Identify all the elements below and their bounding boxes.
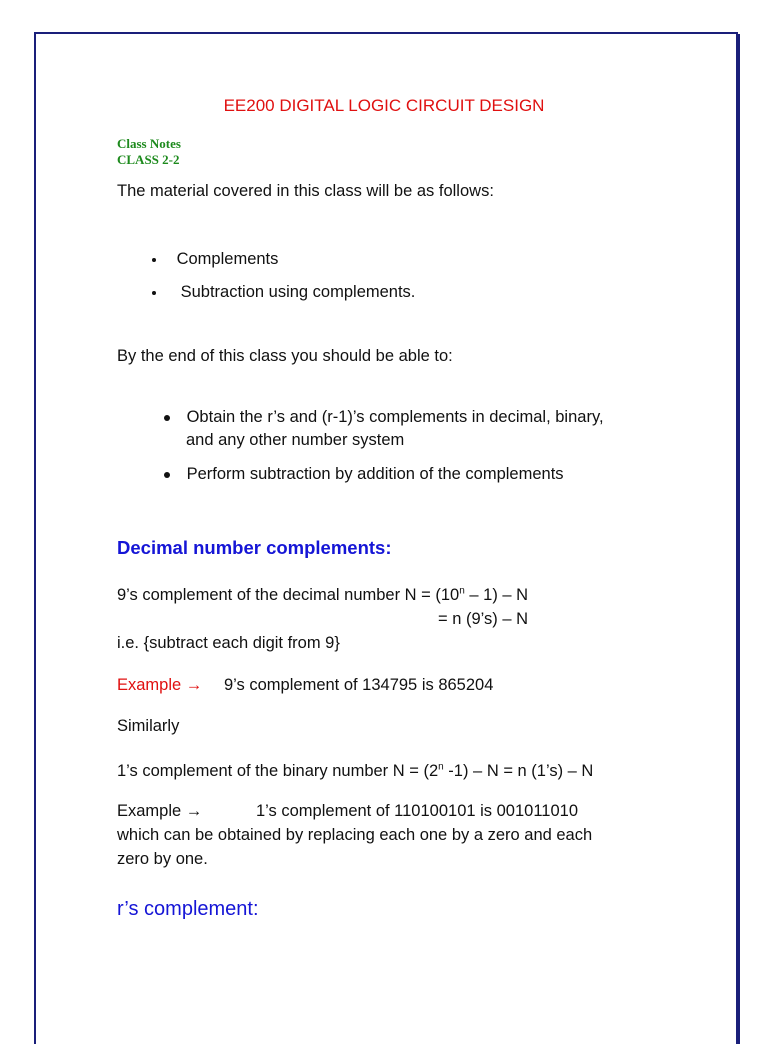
formula-text: 1’s complement of the binary number N = (2 <box>117 762 439 780</box>
example-text: 9’s complement of 134795 is 865204 <box>224 676 494 694</box>
objective-item <box>164 408 604 427</box>
ones-complement-formula <box>117 762 593 781</box>
objective-label: Perform subtraction by addition of the complements <box>186 465 564 483</box>
similarly-text: Similarly <box>117 717 180 735</box>
nines-complement-formula <box>117 586 528 605</box>
topic-label: Complements <box>176 250 279 268</box>
bullet-icon <box>152 258 156 262</box>
nines-complement-formula-cont: = n (9’s) – N <box>438 610 529 628</box>
exponent: n <box>438 761 444 773</box>
formula-text: – 1) – N <box>464 586 529 604</box>
example-explanation: which can be obtained by replacing each one by a zero and each <box>117 826 593 844</box>
objective-continuation: and any other number system <box>186 431 405 449</box>
section-heading-decimal: Decimal number complements: <box>117 537 392 558</box>
example-explanation: zero by one. <box>117 850 208 868</box>
example-text: 1’s complement of 110100101 is 001011010 <box>256 802 578 820</box>
topic-label: Subtraction using complements. <box>180 283 416 301</box>
formula-text: 9’s complement of the decimal number N = (10 <box>117 586 460 604</box>
class-notes-label: Class Notes <box>117 136 181 151</box>
bullet-icon <box>164 472 170 478</box>
objective-item <box>164 465 564 484</box>
exponent: n <box>459 585 465 597</box>
ie-note: i.e. {subtract each digit from 9} <box>117 634 340 652</box>
document-title: EE200 DIGITAL LOGIC CIRCUIT DESIGN <box>223 96 545 115</box>
intro-text: The material covered in this class will be as follows: <box>117 182 494 200</box>
section-heading-rs-complement: r’s complement: <box>117 898 259 920</box>
bullet-icon <box>152 291 156 295</box>
class-number-label: CLASS 2-2 <box>117 152 180 167</box>
example-label: Example → <box>117 802 203 820</box>
objective-label: Obtain the r’s and (r-1)’s complements in decimal, binary, <box>186 408 604 426</box>
formula-text: -1) – N = n (1’s) – N <box>443 762 594 780</box>
topic-item <box>152 250 278 269</box>
topic-item <box>152 283 415 302</box>
example-label: Example → <box>117 676 203 694</box>
bullet-icon <box>164 415 170 421</box>
objectives-intro: By the end of this class you should be able to: <box>117 347 453 365</box>
